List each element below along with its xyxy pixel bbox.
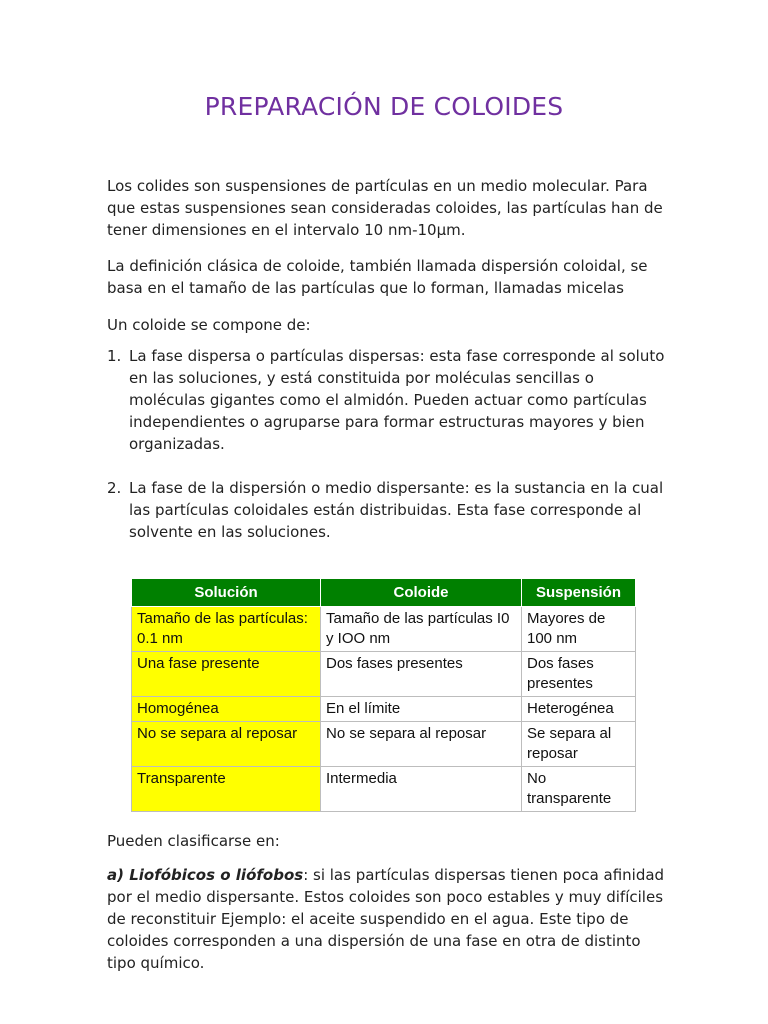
page-title: PREPARACIÓN DE COLOIDES <box>204 92 564 121</box>
paragraph-components-intro: Un coloide se compone de: <box>107 316 311 334</box>
paragraph-classify-intro: Pueden clasificarse en: <box>107 832 280 850</box>
list-text: La fase dispersa o partículas dispersas: esta fase corresponde al soluto en las soluciones, y está constituida por moléculas sencillas o moléculas gigantes como el almidón. Pueden actuar como partículas independientes o agruparse para formar estructuras mayores y bien organizadas. <box>129 347 665 453</box>
table-cell: Mayores de 100 nm <box>522 607 636 652</box>
table-row <box>132 607 636 652</box>
term-liofobicos: a) Liofóbicos o liófobos <box>107 866 304 884</box>
list-number: 1. <box>107 347 122 365</box>
paragraph-definition: Los colides son suspensiones de partículas en un medio molecular. Para que estas suspensiones sean consideradas coloides, las partículas han de tener dimensiones en el intervalo 10 nm-10μm. <box>107 177 663 239</box>
table-cell: No se separa al reposar <box>132 722 321 767</box>
header-solucion: Solución <box>132 579 321 607</box>
paragraph-liofobicos <box>107 864 667 974</box>
list-item-dispersed-phase <box>107 345 667 455</box>
table-cell: No se separa al reposar <box>321 722 522 767</box>
list-text: La fase de la dispersión o medio dispersante: es la sustancia en la cual las partículas coloidales están distribuidas. Esta fase corresponde al solvente en las soluciones. <box>129 479 664 541</box>
table-cell: Transparente <box>132 767 321 812</box>
list-number: 2. <box>107 479 122 497</box>
liofobicos-description: : si las partículas dispersas tienen poca afinidad por el medio dispersante. Estos coloides son poco estables y muy difíciles de reconstituir Ejemplo: el aceite suspendido en el agua. Este tipo de coloides corresponden a una dispersión de una fase en otra de distinto tipo químico. <box>107 866 665 972</box>
table-cell: Una fase presente <box>132 652 321 697</box>
table-cell: Se separa al reposar <box>522 722 636 767</box>
table-row <box>132 722 636 767</box>
table-row <box>132 767 636 812</box>
header-suspension: Suspensión <box>522 579 636 607</box>
table-cell: Homogénea <box>132 697 321 722</box>
table-row <box>132 697 636 722</box>
table-cell: Tamaño de las partículas I0 y IOO nm <box>321 607 522 652</box>
table-cell: Dos fases presentes <box>522 652 636 697</box>
paragraph-classic-definition: La definición clásica de coloide, también llamada dispersión coloidal, se basa en el tamaño de las partículas que lo forman, llamadas micelas <box>107 257 648 297</box>
table-cell: En el límite <box>321 697 522 722</box>
header-coloide: Coloide <box>321 579 522 607</box>
table-row <box>132 652 636 697</box>
table-cell: Heterogénea <box>522 697 636 722</box>
table-cell: No transparente <box>522 767 636 812</box>
comparison-table <box>131 578 636 812</box>
table-cell: Tamaño de las partículas: 0.1 nm <box>132 607 321 652</box>
table-header-row <box>132 579 636 607</box>
table-cell: Dos fases presentes <box>321 652 522 697</box>
table-cell: Intermedia <box>321 767 522 812</box>
list-item-dispersing-medium <box>107 477 667 543</box>
